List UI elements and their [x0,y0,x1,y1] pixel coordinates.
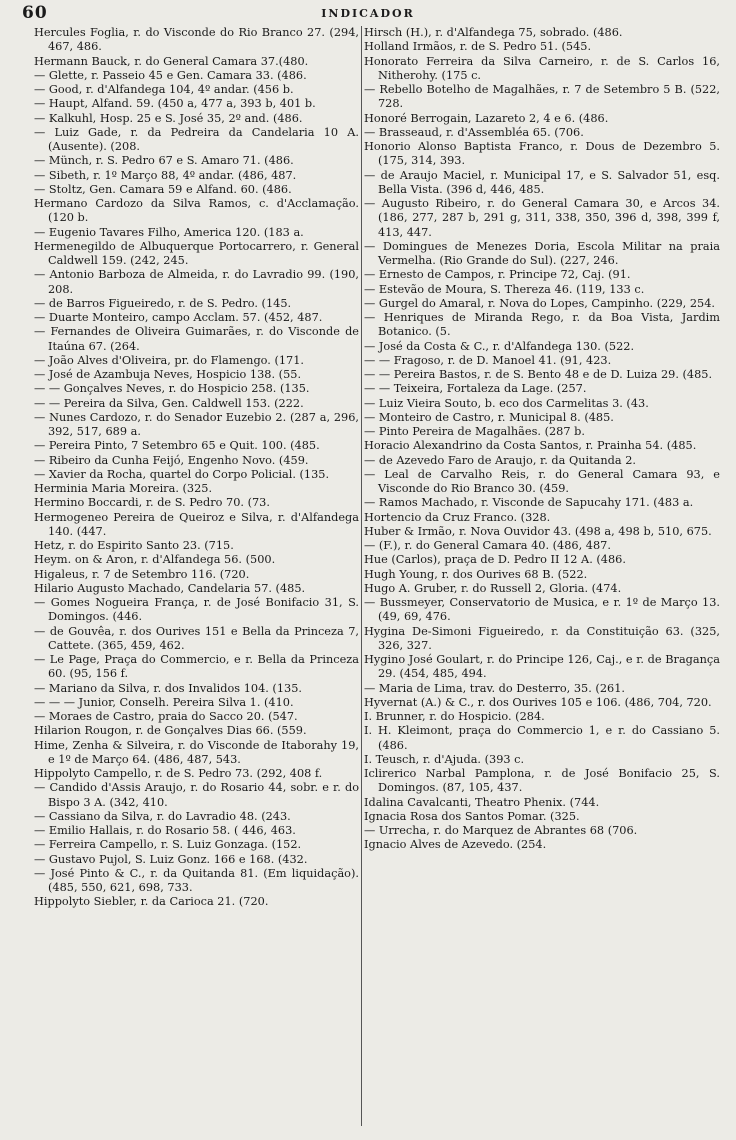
directory-entry: — — Fragoso, r. de D. Manoel 41. (91, 423. [364,353,612,367]
directory-entry: — João Alves d'Oliveira, pr. do Flamengo. (171. [34,353,305,367]
directory-entry: — Henriques de Miranda Rego, r. da Boa Vista, Jardim Botanico. (5. [364,311,720,339]
directory-entry: — de Barros Figueiredo, r. de S. Pedro. (145. [34,296,292,310]
directory-entry: — José de Azambuja Neves, Hospicio 138. (55. [34,368,302,381]
directory-entry: Hermenegildo de Albuquerque Portocarrero, r. General Caldwell 159. (242, 245. [34,239,359,267]
directory-entry: — Mariano da Silva, r. dos Invalidos 104. (135. [34,681,302,695]
directory-entry: — Rebello Botelho de Magalhães, r. 7 de Setembro 5 B. (522, 728. [364,83,720,111]
directory-entry: — Glette, r. Passeio 45 e Gen. Camara 33. (486. [34,68,307,82]
directory-entry: — Pinto Pereira de Magalhães. (287 b. [364,425,585,438]
directory-entry: — Fernandes de Oliveira Guimarães, r. do Visconde de Itaúna 67. (264. [34,325,359,353]
directory-entry: Hippolyto Siebler, r. da Carioca 21. (720. [34,895,269,909]
directory-entry: — Bussmeyer, Conservatorio de Musica, e r. 1º de Março 13. (49, 69, 476. [364,596,720,624]
directory-entry: Hermino Boccardi, r. de S. Pedro 70. (73. [34,496,270,510]
directory-entry: — Estevão de Moura, S. Thereza 46. (119, 133 c. [364,282,645,296]
directory-entry: — Moraes de Castro, praia do Sacco 20. (547. [34,710,298,723]
directory-entry: — — — Junior, Conselh. Pereira Silva 1. (410. [34,695,294,709]
directory-entry: Hyvernat (A.) & C., r. dos Ourives 105 e 106. (486, 704, 720. [364,695,712,709]
directory-entry: Heym. on & Aron, r. d'Alfandega 56. (500. [34,553,276,567]
page-header [0,0,736,24]
directory-entry: — (F.), r. do General Camara 40. (486, 487. [364,539,611,552]
directory-entry: Hilario Augusto Machado, Candelaria 57. (485. [34,581,306,595]
directory-entry: Hilarion Rougon, r. de Gonçalves Dias 66. (559. [34,724,307,738]
directory-entry: — Gustavo Pujol, S. Luiz Gonz. 166 e 168. (432. [34,852,308,866]
directory-entry: Hugo A. Gruber, r. do Russell 2, Gloria. (474. [364,581,622,595]
directory-entry: Hermano Cardozo da Silva Ramos, c. d'Acclamação. (120 b. [34,197,359,225]
directory-entry: Honoré Berrogain, Lazareto 2, 4 e 6. (486. [364,111,609,125]
directory-entry: I. H. Kleimont, praça do Commercio 1, e r. do Cassiano 5. (486. [364,724,720,752]
column-divider [361,26,362,1126]
directory-entry: Horacio Alexandrino da Costa Santos, r. Prainha 54. (485. [364,439,697,453]
directory-entry: — Monteiro de Castro, r. Municipal 8. (485. [364,410,614,424]
directory-entry: — José Pinto & C., r. da Quitanda 81. (Em liquidação). (485, 550, 621, 698, 733. [34,866,359,894]
directory-entry: — Sibeth, r. 1º Março 88, 4º andar. (486, 487. [34,168,297,182]
directory-entry: Hippolyto Campello, r. de S. Pedro 73. (292, 408 f. [34,767,323,780]
directory-entry: — Gurgel do Amaral, r. Nova do Lopes, Campinho. (229, 254. [364,296,716,310]
directory-entry: — Kalkuhl, Hosp. 25 e S. José 35, 2º and. (486. [34,111,303,125]
directory-entry: Hirsch (H.), r. d'Alfandega 75, sobrado. (486. [364,26,623,39]
directory-entry: — — Pereira da Silva, Gen. Caldwell 153. (222. [34,396,304,410]
directory-entry: — Domingues de Menezes Doria, Escola Militar na praia Vermelha. (Rio Grande do Sul). (227, 246. [364,239,720,267]
directory-entry: Idalina Cavalcanti, Theatro Phenix. (744. [364,795,600,809]
directory-entry: Ignacia Rosa dos Santos Pomar. (325. [364,809,580,823]
directory-entry: — José da Costa & C., r. d'Alfandega 130. (522. [364,339,635,353]
directory-entry: — Candido d'Assis Araujo, r. do Rosario 44, sobr. e r. do Bispo 3 A. (342, 410. [34,781,359,809]
directory-entry: Hortencio da Cruz Franco. (328. [364,510,551,524]
directory-entry: — Antonio Barboza de Almeida, r. do Lavradio 99. (190, 208. [34,268,359,296]
directory-entry: — Xavier da Rocha, quartel do Corpo Policial. (135. [34,467,330,481]
directory-entry: — — Gonçalves Neves, r. do Hospicio 258. (135. [34,382,310,396]
directory-entry: — — Pereira Bastos, r. de S. Bento 48 e de D. Luiza 29. (485. [364,368,713,381]
directory-entry: Hermann Bauck, r. do General Camara 37.(480. [34,54,309,68]
directory-entry: — Emilio Hallais, r. do Rosario 58. ( 446, 463. [34,824,296,837]
directory-entry: — Ernesto de Campos, r. Principe 72, Caj. (91. [364,268,631,282]
directory-entry: I. Brunner, r. do Hospicio. (284. [364,710,545,723]
directory-entry: — Le Page, Praça do Commercio, e r. Bella da Princeza 60. (95, 156 f. [34,653,359,681]
page-number: 60 [22,3,48,23]
directory-entry: — Duarte Monteiro, campo Acclam. 57. (452, 487. [34,311,323,324]
directory-entry: Herminia Maria Moreira. (325. [34,482,213,495]
left-column [34,26,359,1134]
directory-entry: Hetz, r. do Espirito Santo 23. (715. [34,539,234,552]
directory-entry: — Luiz Gade, r. da Pedreira da Candelaria 10 A. (Ausente). (208. [34,125,359,153]
directory-entry: Honorato Ferreira da Silva Carneiro, r. de S. Carlos 16, Nitherohy. (175 c. [364,54,720,82]
directory-entry: — — Teixeira, Fortaleza da Lage. (257. [364,382,587,396]
directory-entry: Hime, Zenha & Silveira, r. do Visconde de Itaborahy 19, e 1º de Março 64. (486, 487, 543. [34,738,359,766]
directory-entry: — Urrecha, r. do Marquez de Abrantes 68 (706. [364,824,638,837]
directory-entry: Hygino José Goulart, r. do Principe 126, Caj., e r. de Bragança 29. (454, 485, 494. [364,653,720,681]
directory-entry: — Gomes Nogueira França, r. de José Bonifacio 31, S. Domingos. (446. [34,596,359,624]
directory-entry: — de Araujo Maciel, r. Municipal 17, e S. Salvador 51, esq. Bella Vista. (396 d, 446, 485. [364,168,720,196]
directory-entry: — Ferreira Campello, r. S. Luiz Gonzaga. (152. [34,838,302,852]
directory-entry: Iclirerico Narbal Pamplona, r. de José Bonifacio 25, S. Domingos. (87, 105, 437. [364,767,720,795]
directory-entry: — Ribeiro da Cunha Feijó, Engenho Novo. (459. [34,453,309,467]
directory-entry: Hygina De-Simoni Figueiredo, r. da Constituição 63. (325, 326, 327. [364,624,720,652]
directory-entry: — Brasseaud, r. d'Assembléa 65. (706. [364,125,584,139]
running-title: INDICADOR [321,7,415,20]
directory-entry: — de Azevedo Faro de Araujo, r. da Quitanda 2. [364,453,636,467]
directory-entry: Huber & Irmão, r. Nova Ouvidor 43. (498 a, 498 b, 510, 675. [364,524,712,538]
directory-entry: — Pereira Pinto, 7 Setembro 65 e Quit. 100. (485. [34,439,320,453]
directory-entry: — Eugenio Tavares Filho, America 120. (183 a. [34,225,304,239]
directory-entry: — de Gouvêa, r. dos Ourives 151 e Bella da Princeza 7, Cattete. (365, 459, 462. [34,624,359,652]
directory-entry: — Luiz Vieira Souto, b. eco dos Carmelitas 3. (43. [364,396,649,410]
directory-entry: Ignacio Alves de Azevedo. (254. [364,838,547,852]
directory-entry: Hugh Young, r. dos Ourives 68 B. (522. [364,567,588,581]
directory-entry: — Leal de Carvalho Reis, r. do General Camara 93, e Visconde do Rio Branco 30. (459. [364,467,720,495]
directory-entry: — Maria de Lima, trav. do Desterro, 35. (261. [364,681,625,695]
directory-entry: I. Teusch, r. d'Ajuda. (393 c. [364,752,525,766]
directory-entry: Hercules Foglia, r. do Visconde do Rio Branco 27. (294, 467, 486. [34,26,359,54]
directory-entry: — Cassiano da Silva, r. do Lavradio 48. (243. [34,809,291,823]
directory-entry: Honorio Alonso Baptista Franco, r. Dous de Dezembro 5. (175, 314, 393. [364,140,720,168]
directory-entry: — Stoltz, Gen. Camara 59 e Alfand. 60. (486. [34,182,292,196]
directory-entry: — Nunes Cardozo, r. do Senador Euzebio 2. (287 a, 296, 392, 517, 689 a. [34,410,359,438]
directory-entry: — Ramos Machado, r. Visconde de Sapucahy 171. (483 a. [364,496,694,510]
directory-entry: — Münch, r. S. Pedro 67 e S. Amaro 71. (486. [34,154,294,168]
directory-entry: Higaleus, r. 7 de Setembro 116. (720. [34,567,250,581]
directory-entry: Hue (Carlos), praça de D. Pedro II 12 A. (486. [364,553,626,567]
directory-entry: — Good, r. d'Alfandega 104, 4º andar. (456 b. [34,83,294,96]
directory-entry: — Haupt, Alfand. 59. (450 a, 477 a, 393 b, 401 b. [34,97,316,111]
directory-entry: — Augusto Ribeiro, r. do General Camara 30, e Arcos 34. (186, 277, 287 b, 291 g, 311, 338, 350, 396 d, 398, 399 f, 413, 447. [364,197,720,239]
directory-entry: Holland Irmãos, r. de S. Pedro 51. (545. [364,40,592,54]
directory-entry: Hermogeneo Pereira de Queiroz e Silva, r. d'Alfandega 140. (447. [34,510,359,538]
right-column [364,26,720,1134]
